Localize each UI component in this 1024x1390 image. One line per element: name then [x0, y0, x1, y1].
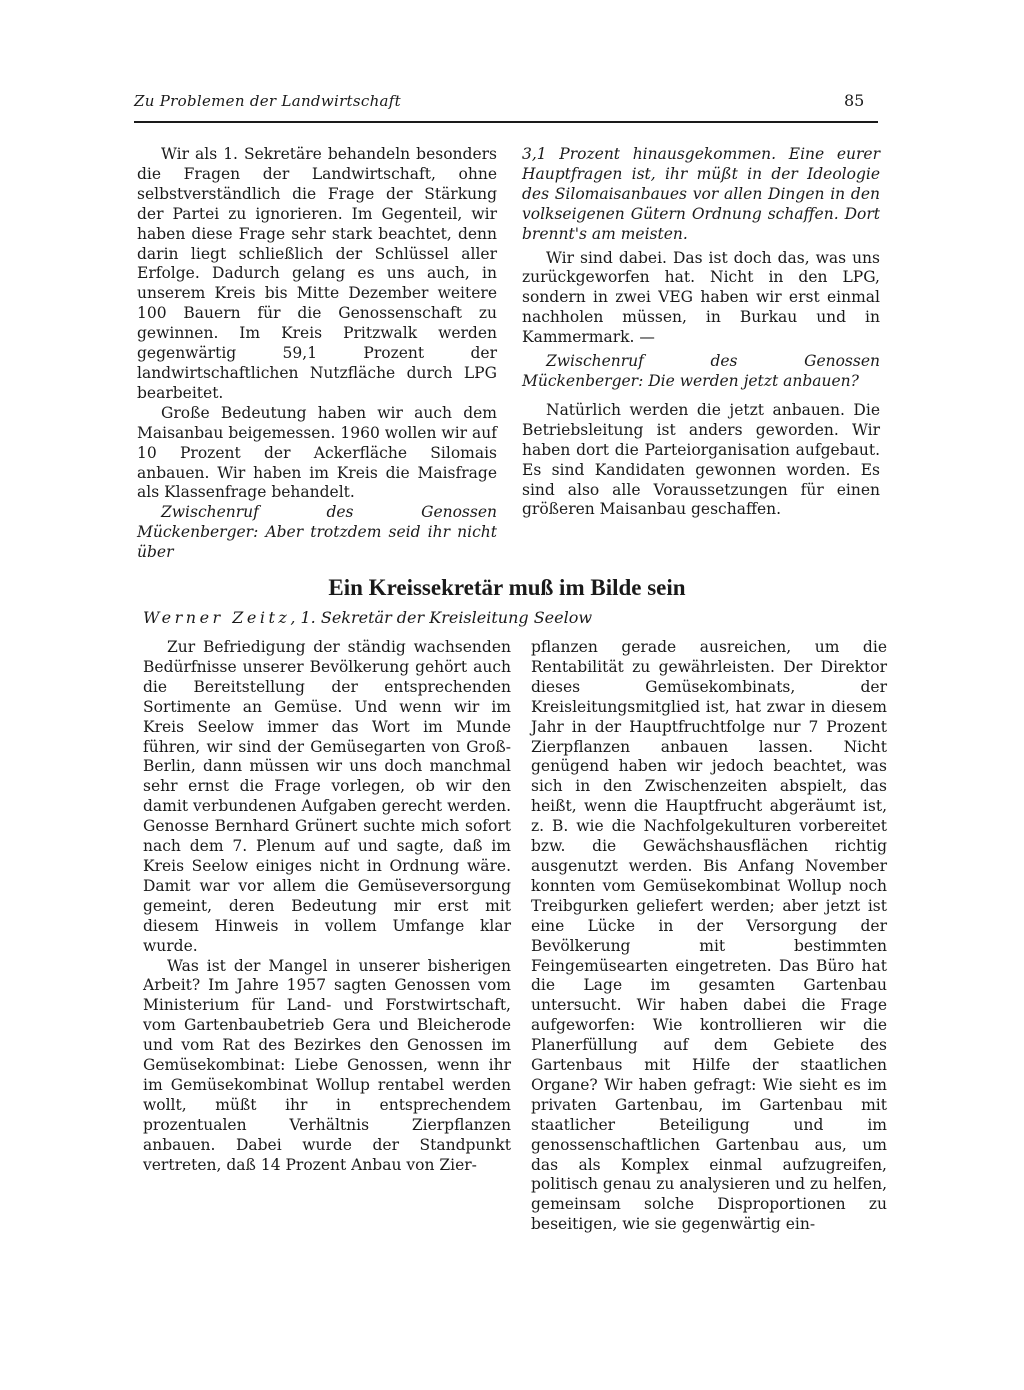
interjection-paragraph: Zwischenruf des Genossen Mückenberger: Die werden jetzt anbauen? — [522, 352, 880, 390]
interjection-paragraph: Zwischenruf des Genossen Mückenberger: Aber trotzdem seid ihr nicht über — [137, 503, 497, 562]
byline-role: , 1. Sekretär der Kreisleitung Seelow — [290, 608, 593, 627]
paragraph: Wir sind dabei. Das ist doch das, was uns zurückgeworfen hat. Nicht in den LPG, sondern in zwei VEG haben wir erst einmal nachholen müssen, in Burkau und in Kammermark. — — [522, 248, 880, 347]
interjection-paragraph: 3,1 Prozent hinausgekommen. Eine eurer Hauptfragen ist, ihr müßt in der Ideologie des Silomaisanbaues vor allen Dingen in den volkseigenen Gütern Ordnung schaffen. Dort brennt's am meisten. — [522, 145, 880, 243]
top-right-column — [522, 145, 880, 520]
top-left-column — [137, 145, 497, 563]
article-heading: Ein Kreissekretär muß im Bilde sein — [328, 575, 686, 600]
header-divider — [134, 121, 878, 123]
paragraph: pflanzen gerade ausreichen, um die Rentabilität zu gewährleisten. Der Direktor dieses Gemüsekombinats, der Kreisleitungsmitglied ist, hat zwar in diesem Jahr in der Hauptfruchtfolge nur 7 Prozent Zierpflanzen anbauen lassen. Nicht genügend haben wir jedoch beachtet, was sich in den Zwischenzeiten abspielt, das heißt, wenn die Hauptfrucht abgeräumt ist, z. B. wie die Nachfolgekulturen vorbereitet bzw. die Gewächshausflächen richtig ausgenutzt werden. Bis Anfang November konnten vom Gemüsekombinat Wollup noch Treibgurken geliefert werden; aber jetzt ist eine Lücke in der Versorgung der Bevölkerung mit bestimmten Feingemüsearten eingetreten. Das Büro hat die Lage im gesamten Gartenbau untersucht. Wir haben dabei die Frage aufgeworfen: Wie kontrollieren wir die Planerfüllung auf dem Gebiete des Gartenbaus mit Hilfe der staatlichen Organe? Wir haben gefragt: Wie sieht es im privaten Gartenbau, im Gartenbau mit staatlicher Beteiligung und im genossenschaftlichen Gartenbau aus, um das als Komplex einmal aufzugreifen, politisch genau zu analysieren und zu helfen, gemeinsam solche Disproportionen zu beseitigen, wie sie gegenwärtig ein- — [531, 638, 887, 1234]
paragraph: Wir als 1. Sekretäre behandeln besonders die Fragen der Landwirtschaft, ohne selbstverständlich die Frage der Stärkung der Partei zu ignorieren. Im Gegenteil, wir haben diese Frage sehr stark beachtet, denn darin liegt schließlich der Schlüssel aller Erfolge. Dadurch gelang es uns auch, in unserem Kreis bis Mitte Dezember weitere 100 Bauern für die Genossenschaft zu gewinnen. Im Kreis Pritzwalk werden gegenwärtig 59,1 Prozent der landwirtschaftlichen Nutzfläche durch LPG bearbeitet. — [137, 145, 497, 402]
paragraph: Was ist der Mangel in unserer bisherigen Arbeit? Im Jahre 1957 sagten Genossen vom Ministerium für Land- und Forstwirtschaft, vom Gartenbaubetrieb Gera und Bleicherode und vom Rat des Bezirkes den Genossen im Gemüsekombinat: Liebe Genossen, wenn ihr im Gemüsekombinat Wollup rentabel werden wollt, müßt ihr in entsprechendem prozentualen Verhältnis Zierpflanzen anbauen. Dabei wurde der Standpunkt vertreten, daß 14 Prozent Anbau von Zier- — [143, 956, 511, 1174]
bottom-right-column — [531, 638, 887, 1235]
paragraph: Natürlich werden die jetzt anbauen. Die Betriebsleitung ist anders geworden. Wir haben dort die Parteiorganisation aufgebaut. Es sind Kandidaten gewonnen worden. Es sind also alle Voraussetzungen für einen größeren Maisanbau geschaffen. — [522, 400, 880, 519]
paragraph: Zur Befriedigung der ständig wachsenden Bedürfnisse unserer Bevölkerung gehört auch die Bereitstellung der entsprechenden Sortimente an Gemüse. Und wenn wir im Kreis Seelow immer das Wort im Munde führen, wir sind der Gemüsegarten von Groß-Berlin, dann müssen wir uns doch manchmal sehr ernst die Frage vorlegen, ob wir den damit verbundenen Aufgaben gerecht werden. Genosse Bernhard Grünert suchte mich sofort nach dem 7. Plenum auf und sagte, daß im Kreis Seelow einiges nicht in Ordnung wäre. Damit war vor allem die Gemüseversorgung gemeint, deren Bedeutung mir erst mit diesem Hinweis in vollem Umfange klar wurde. — [143, 638, 511, 955]
running-header-title: Zu Problemen der Landwirtschaft — [134, 92, 401, 110]
page-number: 85 — [844, 91, 865, 110]
paragraph: Große Bedeutung haben wir auch dem Maisanbau beigemessen. 1960 wollen wir auf 10 Prozent der Ackerfläche Silomais anbauen. Wir haben im Kreis die Maisfrage als Klassenfrage behandelt. — [137, 403, 497, 502]
byline-author: Werner Zeitz — [143, 608, 291, 627]
bottom-left-column — [143, 638, 511, 1175]
article-byline — [143, 608, 592, 627]
